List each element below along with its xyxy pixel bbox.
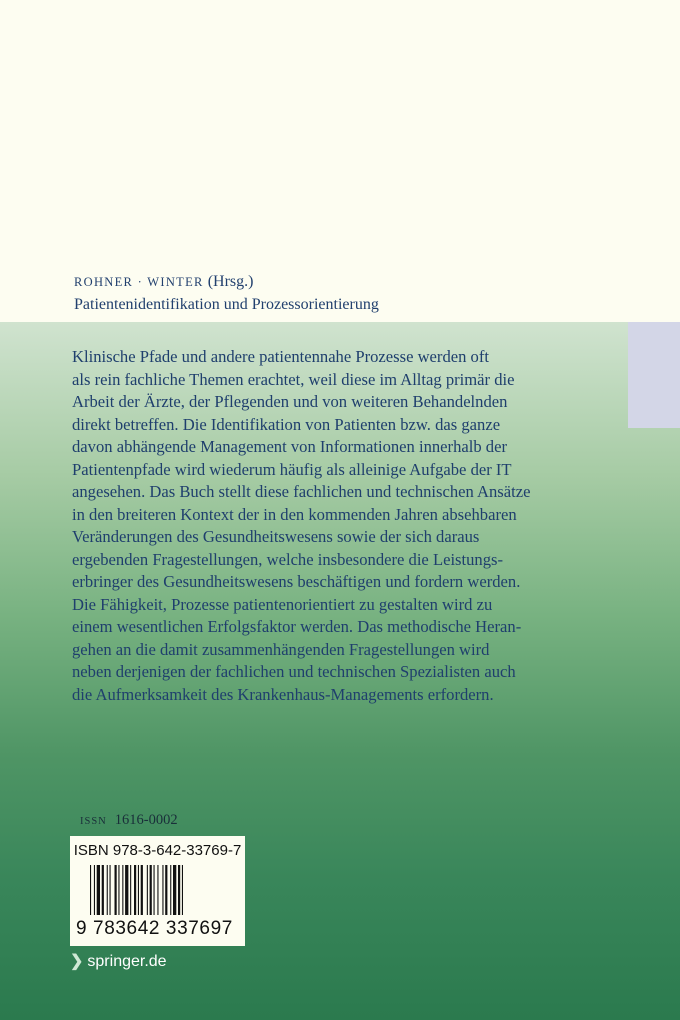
authors: ROHNER · WINTER (74, 275, 204, 289)
barcode-bar (90, 865, 91, 915)
blurb-line: Veränderungen des Gesundheitswesens sowie der sich daraus (72, 527, 480, 546)
blurb-line: Klinische Pfade und andere patientennahe Prozesse werden oft (72, 347, 489, 366)
barcode-bar (182, 865, 183, 915)
barcode-bar (154, 865, 155, 915)
barcode-bar (134, 865, 136, 915)
publisher-link[interactable] (70, 952, 167, 971)
blurb-text (72, 346, 632, 706)
blurb-line: Arbeit der Ärzte, der Pflegenden und von weiteren Behandelnden (72, 392, 508, 411)
blurb-line: neben derjenigen der fachlichen und technischen Spezialisten auch (72, 662, 516, 681)
blurb-line: in den breiteren Kontext der in den kommenden Jahren absehbaren (72, 504, 517, 524)
barcode-bar (107, 865, 108, 915)
issn-line (80, 812, 178, 830)
barcode-bar (97, 865, 100, 915)
blurb-line: als rein fachliche Themen erachtet, weil diese im Alltag primär die (72, 369, 515, 389)
barcode-bar (147, 865, 148, 915)
barcode-bar (170, 865, 171, 915)
barcode-bar (138, 865, 139, 915)
barcode-bar (122, 865, 123, 915)
blurb-line: Die Fähigkeit, Prozesse patientenorientiert zu gestalten wird zu (72, 594, 493, 614)
barcode-bar (173, 865, 176, 915)
authors-line (74, 272, 253, 292)
barcode-bar (178, 865, 180, 915)
publisher-url: springer.de (87, 953, 167, 970)
isbn-label: ISBN 978-3-642-33769-7 (73, 842, 242, 859)
barcode-bar (157, 865, 158, 915)
barcode-bar (94, 865, 95, 915)
editor-suffix: (Hrsg.) (207, 273, 254, 290)
barcode-bar (115, 865, 117, 915)
barcode-digits: 9 783642 337697 (76, 918, 233, 939)
blurb-line: einem wesentlichen Erfolgsfaktor werden. Das methodische Heran- (72, 617, 522, 636)
blurb-line: gehen an die damit zusammenhängenden Fragestellungen wird (72, 639, 490, 659)
chevron-right-icon: ❯ (70, 953, 84, 970)
barcode-bar (118, 865, 119, 915)
blurb-line: erbringer des Gesundheitswesens beschäftigen und fordern werden. (72, 572, 521, 591)
blurb-line: angesehen. Das Buch stellt diese fachlichen und technischen Ansätze (72, 482, 531, 501)
book-title: Patientenidentifikation und Prozessorientierung (74, 296, 379, 313)
barcode (90, 865, 242, 915)
issn-label: ISSN (80, 816, 107, 827)
barcode-bar (141, 865, 143, 915)
blurb-line: die Aufmerksamkeit des Krankenhaus-Managements erfordern. (72, 684, 494, 704)
barcode-bar (150, 865, 152, 915)
barcode-bar (102, 865, 104, 915)
barcode-bar (130, 865, 131, 915)
barcode-bar (165, 865, 167, 915)
issn-value: 1616-0002 (114, 812, 178, 828)
blurb-line: direkt betreffen. Die Identifikation von Patienten bzw. das ganze (72, 414, 501, 434)
blurb-line: davon abhängende Management von Informationen innerhalb der (72, 437, 507, 456)
barcode-bar (110, 865, 111, 915)
lavender-accent-block (628, 322, 680, 428)
barcode-bar (125, 865, 128, 915)
blurb-line: Patientenpfade wird wiederum häufig als alleinige Aufgabe der IT (72, 459, 512, 479)
barcode-bar (162, 865, 163, 915)
isbn-barcode-box (70, 836, 245, 946)
blurb-line: ergebenden Fragestellungen, welche insbesondere die Leistungs- (72, 549, 503, 569)
